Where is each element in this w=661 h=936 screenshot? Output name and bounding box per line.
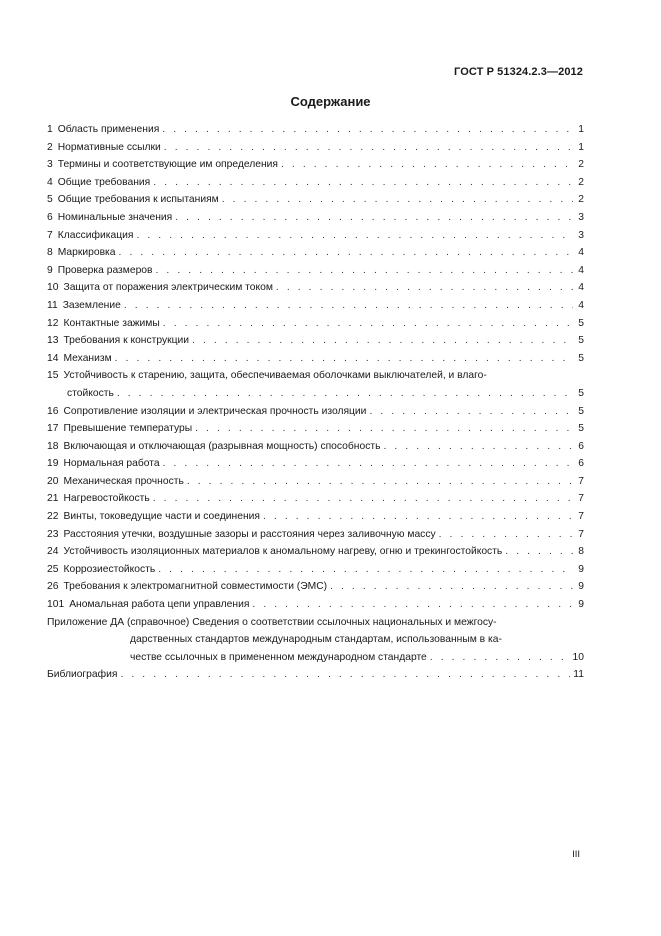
toc-entry-label: Коррозиестойкость bbox=[63, 563, 156, 575]
toc-entry-number: 9 bbox=[47, 264, 53, 276]
toc-entry[interactable] bbox=[47, 262, 584, 280]
toc-entry-label: Общие требования bbox=[57, 176, 151, 188]
toc-entry[interactable] bbox=[47, 227, 584, 245]
toc-entry[interactable] bbox=[47, 526, 584, 544]
toc-entry[interactable] bbox=[47, 174, 584, 192]
toc-entry-label: Контактные зажимы bbox=[63, 317, 160, 329]
toc-entry[interactable] bbox=[47, 578, 584, 596]
leader-dots bbox=[192, 332, 573, 350]
leader-dots bbox=[153, 174, 573, 192]
toc-entry-page: 9 bbox=[578, 599, 584, 611]
toc-entry-page: 3 bbox=[578, 211, 584, 223]
toc-entry-number: 12 bbox=[47, 317, 59, 329]
toc-entry-number: 15 bbox=[47, 370, 59, 382]
toc-entry[interactable] bbox=[47, 156, 584, 174]
toc-entry-page: 3 bbox=[578, 229, 584, 241]
toc-entry-label: Винты, токоведущие части и соединения bbox=[63, 511, 260, 523]
leader-dots bbox=[119, 244, 573, 262]
toc-entry[interactable] bbox=[47, 350, 584, 368]
toc-entry-number: 19 bbox=[47, 458, 59, 470]
toc-entry-page: 5 bbox=[578, 387, 584, 399]
leader-dots bbox=[276, 279, 573, 297]
toc-entry-number: 24 bbox=[47, 546, 59, 558]
leader-dots bbox=[175, 209, 573, 227]
toc-entry[interactable] bbox=[47, 543, 584, 561]
toc-entry-page: 9 bbox=[578, 581, 584, 593]
leader-dots bbox=[369, 403, 573, 421]
toc-entry-number: 101 bbox=[47, 599, 65, 611]
toc-entry-number: 3 bbox=[47, 159, 53, 171]
toc-entry-label: Защита от поражения электрическим током bbox=[63, 282, 273, 294]
toc-entry-page: 5 bbox=[578, 352, 584, 364]
leader-dots bbox=[120, 666, 570, 684]
toc-entry-number: 2 bbox=[47, 141, 53, 153]
toc-entry[interactable] bbox=[47, 244, 584, 262]
toc-entry-label: Устойчивость к старению, защита, обеспечиваемая оболочками выключателей, и влаго- bbox=[63, 370, 487, 382]
toc-entry-page: 5 bbox=[578, 423, 584, 435]
appendix-line-2: дарственных стандартов международным стандартам, использованным в ка- bbox=[130, 634, 502, 646]
leader-dots bbox=[158, 561, 573, 579]
toc-entry-number: 14 bbox=[47, 352, 59, 364]
leader-dots bbox=[195, 420, 573, 438]
toc-title: Содержание bbox=[290, 94, 371, 109]
toc-entry[interactable] bbox=[47, 596, 584, 614]
toc-entry-page: 8 bbox=[578, 546, 584, 558]
bibliography-page: 11 bbox=[573, 669, 584, 681]
leader-dots bbox=[222, 191, 573, 209]
toc-entry[interactable] bbox=[47, 191, 584, 209]
leader-dots bbox=[156, 262, 573, 280]
toc-entry-page: 6 bbox=[578, 440, 584, 452]
toc-entry-number: 11 bbox=[47, 299, 58, 311]
leader-dots bbox=[164, 139, 573, 157]
toc-entry[interactable] bbox=[47, 403, 584, 421]
toc-entry-label: Устойчивость изоляционных материалов к аномальному нагреву, огню и трекингостойкость bbox=[63, 546, 503, 558]
toc-entry-label-continuation: стойкость bbox=[67, 387, 114, 399]
toc-entry-label: Нормативные ссылки bbox=[57, 141, 161, 153]
leader-dots bbox=[263, 508, 573, 526]
leader-dots bbox=[162, 121, 573, 139]
toc-entry-label: Требования к электромагнитной совместимости (ЭМС) bbox=[63, 581, 328, 593]
toc-entry-number: 22 bbox=[47, 511, 59, 523]
toc-entry-label: Маркировка bbox=[57, 247, 116, 259]
toc-entry-label: Аномальная работа цепи управления bbox=[69, 599, 250, 611]
toc-entry-number: 5 bbox=[47, 194, 53, 206]
leader-dots bbox=[124, 297, 573, 315]
toc-entry-label: Классификация bbox=[57, 229, 134, 241]
toc-entry-number: 25 bbox=[47, 563, 59, 575]
toc-entry-label: Включающая и отключающая (разрывная мощность) способность bbox=[63, 440, 381, 452]
toc-entry-number: 26 bbox=[47, 581, 59, 593]
toc-entry[interactable] bbox=[47, 490, 584, 508]
toc-entry-first-line bbox=[47, 367, 584, 385]
toc-entry[interactable] bbox=[47, 473, 584, 491]
toc-entry-number: 20 bbox=[47, 475, 59, 487]
toc-entry[interactable] bbox=[47, 121, 584, 139]
toc-entry-number: 17 bbox=[47, 423, 59, 435]
toc-entry-label: Нормальная работа bbox=[63, 458, 160, 470]
leader-dots bbox=[136, 227, 573, 245]
toc-entry-number: 21 bbox=[47, 493, 59, 505]
toc-entry-continuation bbox=[47, 385, 584, 403]
toc-entry-label: Термины и соответствующие им определения bbox=[57, 159, 278, 171]
toc-entry[interactable] bbox=[47, 332, 584, 350]
toc-entry[interactable] bbox=[47, 139, 584, 157]
leader-dots bbox=[505, 543, 573, 561]
toc-entry-number: 13 bbox=[47, 335, 59, 347]
toc-entry-label: Превышение температуры bbox=[63, 423, 193, 435]
document-code: ГОСТ Р 51324.2.3—2012 bbox=[454, 66, 583, 78]
toc-entry-label: Общие требования к испытаниям bbox=[57, 194, 219, 206]
toc-entry-label: Заземление bbox=[62, 299, 121, 311]
toc-entry-number: 8 bbox=[47, 247, 53, 259]
toc-entry-number: 7 bbox=[47, 229, 53, 241]
toc-entry-label: Требования к конструкции bbox=[63, 335, 190, 347]
toc-entry-label: Механическая прочность bbox=[63, 475, 184, 487]
toc-entry-label: Номинальные значения bbox=[57, 211, 173, 223]
appendix-line-3 bbox=[47, 649, 584, 667]
page-number: III bbox=[572, 849, 580, 860]
toc-entry-number: 6 bbox=[47, 211, 53, 223]
leader-dots bbox=[163, 455, 573, 473]
toc-entry-label: Механизм bbox=[63, 352, 112, 364]
toc-entry[interactable] bbox=[47, 438, 584, 456]
toc-entry-page: 9 bbox=[578, 563, 584, 575]
toc-bibliography[interactable] bbox=[47, 666, 584, 684]
toc-entry-number: 4 bbox=[47, 176, 53, 188]
toc-entry-number: 16 bbox=[47, 405, 59, 417]
appendix-page: 10 bbox=[572, 651, 584, 663]
toc-entry-label: Расстояния утечки, воздушные зазоры и расстояния через заливочную массу bbox=[63, 528, 436, 540]
toc-entry[interactable] bbox=[47, 508, 584, 526]
leader-dots bbox=[187, 473, 573, 491]
leader-dots bbox=[117, 385, 573, 403]
toc-entry-page: 6 bbox=[578, 458, 584, 470]
toc-entry-page: 5 bbox=[578, 405, 584, 417]
toc-entry-number: 1 bbox=[47, 124, 53, 135]
toc-entry-number: 23 bbox=[47, 528, 59, 540]
toc-entry-page: 4 bbox=[578, 264, 584, 276]
toc-entry[interactable] bbox=[47, 279, 584, 297]
toc-entry[interactable] bbox=[47, 561, 584, 579]
toc-entry-label: Сопротивление изоляции и электрическая прочность изоляции bbox=[63, 405, 367, 417]
toc-entry-label: Нагревостойкость bbox=[63, 493, 150, 505]
toc-entry-page: 5 bbox=[578, 335, 584, 347]
toc-entry[interactable] bbox=[47, 420, 584, 438]
toc-entry[interactable] bbox=[47, 455, 584, 473]
toc-entry-number: 10 bbox=[47, 282, 59, 294]
toc-entry-page: 7 bbox=[578, 475, 584, 487]
table-of-contents bbox=[47, 121, 584, 684]
leader-dots bbox=[430, 649, 570, 667]
leader-dots bbox=[383, 438, 573, 456]
toc-entry-page: 2 bbox=[578, 176, 584, 188]
leader-dots bbox=[163, 315, 573, 333]
toc-entry-page: 2 bbox=[578, 194, 584, 206]
appendix-label: честве ссылочных в примененном международном стандарте bbox=[130, 651, 427, 663]
leader-dots bbox=[439, 526, 573, 544]
leader-dots bbox=[252, 596, 573, 614]
toc-entry-number: 18 bbox=[47, 440, 59, 452]
toc-entry-page: 7 bbox=[578, 528, 584, 540]
toc-entry-page: 1 bbox=[578, 124, 584, 135]
toc-entry-label: Область применения bbox=[57, 124, 160, 135]
toc-entry[interactable] bbox=[47, 209, 584, 227]
leader-dots bbox=[153, 490, 573, 508]
toc-entry[interactable] bbox=[47, 367, 584, 402]
leader-dots bbox=[281, 156, 573, 174]
toc-entry[interactable] bbox=[47, 315, 584, 333]
toc-entry-page: 5 bbox=[578, 317, 584, 329]
toc-entry-page: 4 bbox=[578, 282, 584, 294]
toc-entries bbox=[47, 121, 584, 614]
leader-dots bbox=[115, 350, 573, 368]
toc-entry-page: 4 bbox=[578, 247, 584, 259]
toc-entry-page: 7 bbox=[578, 511, 584, 523]
toc-entry-page: 7 bbox=[578, 493, 584, 505]
toc-entry-page: 1 bbox=[578, 141, 584, 153]
bibliography-label: Библиография bbox=[47, 669, 118, 681]
toc-entry[interactable] bbox=[47, 297, 584, 315]
appendix-line-1: Приложение ДА (справочное) Сведения о соответствии ссылочных национальных и межгосу- bbox=[47, 616, 497, 628]
toc-entry-page: 4 bbox=[578, 299, 584, 311]
leader-dots bbox=[330, 578, 573, 596]
toc-appendix[interactable] bbox=[47, 614, 584, 667]
toc-entry-label: Проверка размеров bbox=[57, 264, 153, 276]
toc-entry-page: 2 bbox=[578, 159, 584, 171]
